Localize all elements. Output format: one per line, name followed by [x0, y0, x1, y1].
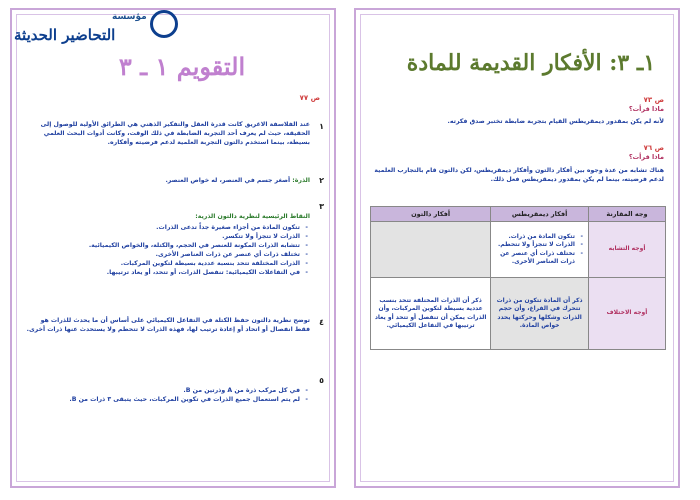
page-reference-76: ص ٧٦ [643, 144, 664, 152]
atom-definition: أصغر جسم في العنصر، له خواص العنصر. [165, 177, 291, 184]
header-dalton: أفكار دالتون [371, 207, 491, 222]
logo-line-1: مؤسسة [112, 12, 147, 22]
what-did-you-read-label-2: ماذا قرأت؟ [628, 153, 664, 161]
answer-1: عند الفلاسفة الاغريق كانت قدرة العقل والتفكير الذهني هي الطرائق الأولية للوصول إلى الحقيقة، حيث لم يعرف أحد التجربة الضابطة في ذلك الوقت، وكانت أدوات البحث العلمي بسيطة، بينما استخدم دالتون التجربة العلمية لدعم فرضيته وأفكاره. [40, 121, 310, 146]
left-page: مؤسسة التحاضير الحديثة التقويم ١ ـ ٣ ص ٧٧ ١ عند الفلاسفة الاغريق كانت قدرة العقل والتفكير الذهني هي الطرائق الأولية للوصول إلى الحقيقة، حيث لم يعرف أحد التجربة الضابطة في ذلك الوقت، وكانت أدوات البحث العلمي بسيطة، بينما استخدم دالتون التجربة العلمية لدعم فرضيته وأفكاره. ٢ الذرة: أصغر جسم في العنصر، له خواص العنصر. ٣ النقاط الرئيسية لنظرية دالتون الذرية: - تتكون المادة من أجزاء صغيرة جداً تدعى الذرات. - الذرات لا تتجزأ ولا تتكسر. - تتشابه الذرات المكونة للعنصر في الحجم، والكتلة، والخواص الكيميائية. - تختلف ذرات أي عنصر عن ذرات العناصر الأخرى. - الذرات المختلفة تتحد بنسبة عددية بسيطة لتكوين المركبات. - في التفاعلات الكيميائية: تنفصل الذرات، أو تتحد، أو يعاد ترتيبها. ٤ توضح نظرية دالتون حفظ الكتلة في التفاعل الكيميائي على أساس أن ما يحدث للذرات هو فقط انفصال أو اتحاد أو إعادة ترتيب لها، فهذه الذرات لا تتحطم ولا يستحدث عنها ذرات أخرى. ٥ - في كل مركب ذرة من A وذرتين من B. - لم يتم استعمال جميع الذرات في تكوين المركبات، حيث يتبقى ٣ ذرات من B. [10, 8, 336, 488]
aspect-differences: أوجه الاختلاف [589, 278, 666, 350]
democritus-differences-cell: ذكر أن المادة تتكون من ذرات تتحرك في الفراغ، وأن حجم الذرات وشكلها وحركتها يحدد خواص المادة. [491, 278, 589, 350]
table-row [371, 222, 666, 278]
header-democritus: أفكار ديمقريطس [491, 207, 589, 222]
page-reference-73: ص ٧٣ [643, 96, 664, 104]
answer-p73: لأنه لم يكن بمقدور ديمقريطس القيام بتجربة ضابطة تختبر صدق فكرته. [447, 118, 664, 125]
atom-term: الذرة: [292, 177, 310, 184]
section-title: ١ـ ٣: الأفكار القديمة للمادة [406, 50, 656, 76]
dalton-differences-cell: ذكر أن الذرات المختلفة تتحد بنسب عددية بسيطة لتكوين المركبات، وأن الذرات يمكن أن تنفصل أو تتحد أو يعاد ترتيبها في التفاعل الكيميائي. [371, 278, 491, 350]
table-row [371, 278, 666, 350]
list-item: - الذرات لا تتجزأ ولا تتكسر. [20, 232, 300, 241]
logo-line-2: التحاضير الحديثة [14, 26, 116, 44]
dalton-points-list [20, 223, 310, 277]
list-item: - الذرات المختلفة تتحد بنسبة عددية بسيطة لتكوين المركبات. [20, 259, 300, 268]
comparison-table [370, 206, 666, 350]
list-item: - تختلف ذرات أي عنصر عن ذرات العناصر الأخرى. [494, 250, 575, 267]
list-item: - تختلف ذرات أي عنصر عن ذرات العناصر الأخرى. [20, 250, 300, 259]
publisher-logo [12, 10, 182, 54]
answer-4: توضح نظرية دالتون حفظ الكتلة في التفاعل الكيميائي على أساس أن ما يحدث للذرات هو فقط انفصال أو اتحاد أو إعادة ترتيب لها، فهذه الذرات لا تتحطم ولا يستحدث عنها ذرات أخرى. [26, 317, 310, 333]
answer-5-list [20, 386, 310, 404]
similarities-cell [491, 222, 589, 278]
logo-ring-icon [150, 10, 178, 38]
dalton-heading: النقاط الرئيسية لنظرية دالتون الذرية: [195, 213, 310, 220]
table-header-row [371, 207, 666, 222]
header-aspect: وجه المقارنة [589, 207, 666, 222]
answer-2 [26, 176, 310, 185]
list-item: - في التفاعلات الكيميائية: تنفصل الذرات، أو تتحد، أو يعاد ترتيبها. [20, 268, 300, 277]
list-item: - الذرات لا تتجزأ ولا تتحطم. [494, 241, 575, 250]
list-item: - في كل مركب ذرة من A وذرتين من B. [20, 386, 300, 395]
page-reference: ص ٧٧ [299, 94, 320, 102]
list-item: - تتشابه الذرات المكونة للعنصر في الحجم، والكتلة، والخواص الكيميائية. [20, 241, 300, 250]
list-item: - تتكون المادة من أجزاء صغيرة جداً تدعى الذرات. [20, 223, 300, 232]
dalton-similarities-cell [371, 222, 491, 278]
list-item: - تتكون المادة من ذرات. [494, 233, 575, 242]
aspect-similarities: أوجه التشابه [589, 222, 666, 278]
answer-p76: هناك تشابه من عدة وجوه بين أفكار دالتون وأفكار ديمقريطس، لكن دالتون قام بالتجارب العلمية لدعم فرضيته، بينما لم يكن بمقدور ديمقريطس فعل ذلك. [374, 167, 664, 183]
list-item: - لم يتم استعمال جميع الذرات في تكوين المركبات، حيث يتبقى ٣ ذرات من B. [20, 395, 300, 404]
what-did-you-read-label: ماذا قرأت؟ [628, 105, 664, 113]
page-title: التقويم ١ ـ ٣ [118, 52, 246, 81]
right-page [354, 8, 680, 488]
